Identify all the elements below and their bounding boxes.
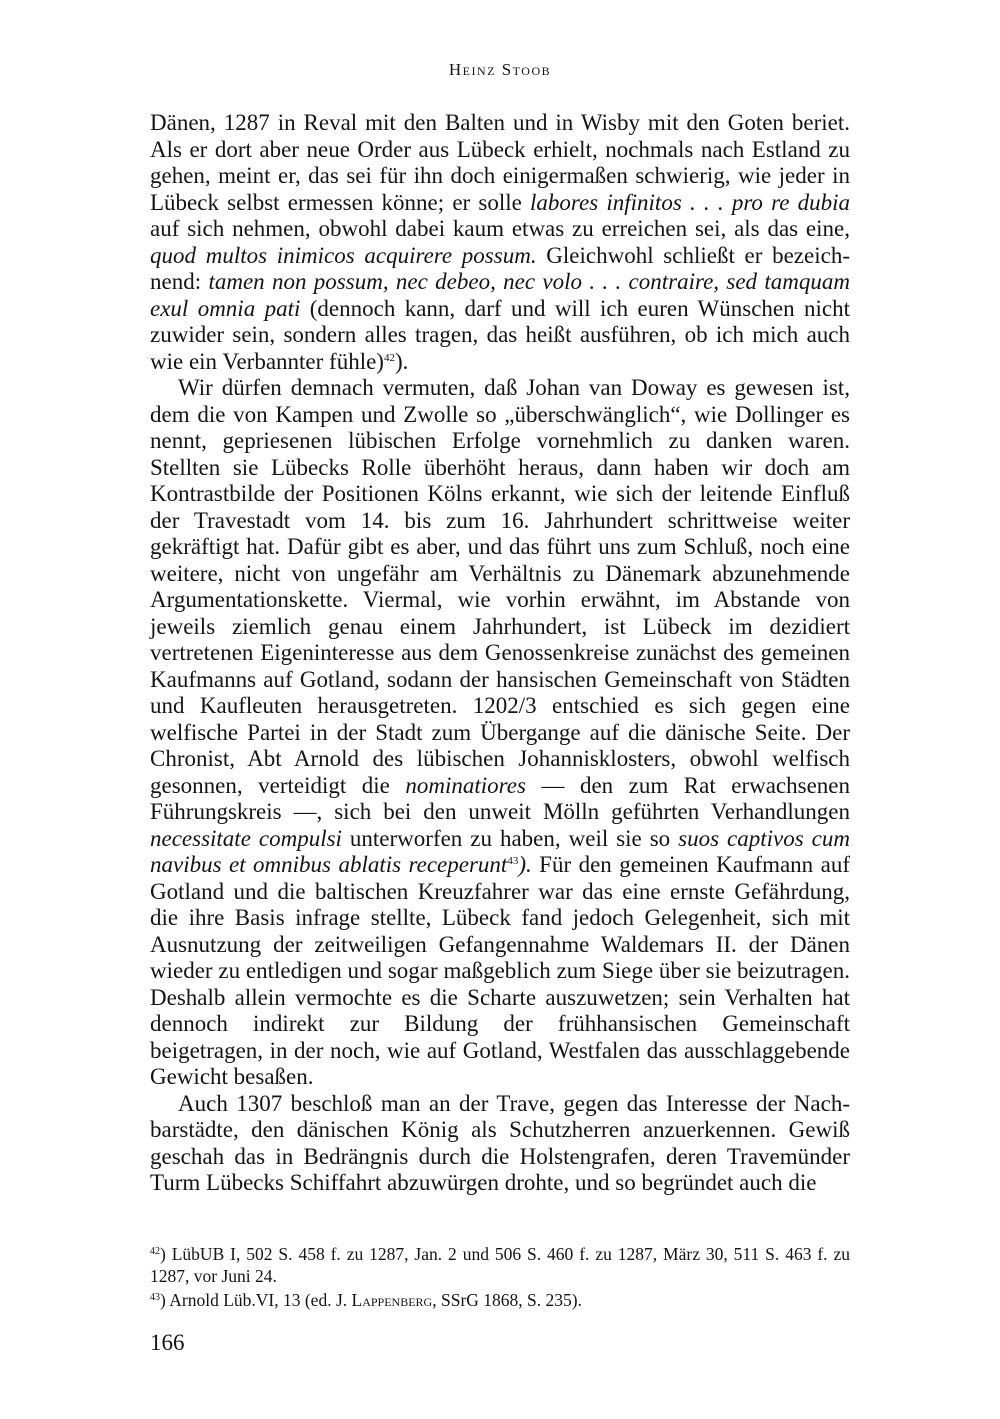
text-run: auf sich nehmen, obwohl dabei kaum etwas zu erreichen sei, als das eine,	[150, 216, 850, 241]
text-run: Auch 1307 beschloß man an der Trave, gegen das Interesse der Nachbarstädte, den dänischen König als Schutzherren anzuerkennen. Gewiß geschah das in Bedrängnis durch die Holstengrafen, deren Travemünder Turm Lübecks Schiffahrt abzuwürgen drohte, und so begründet auch die	[150, 1090, 850, 1195]
text-run: ) LübUB I, 502 S. 458 f. zu 1287, Jan. 2 und 506 S. 460 f. zu 1287, März 30, 511 S. 463 f. zu 1287, vor Juni 24.	[150, 1244, 850, 1286]
text-run: ) Arnold Lüb.VI, 13 (ed. J.	[160, 1290, 352, 1310]
body-text	[150, 110, 850, 1197]
italic-text: quod multos inimicos acquirere possum.	[150, 242, 537, 268]
footnote-ref: 43	[150, 1292, 160, 1303]
footnotes	[150, 1243, 850, 1313]
footnote-ref: 42	[150, 1246, 160, 1257]
text-run: — den zum Rat erwachsenen Führungskreis —, sich bei den unweit Mölln geführten Verhandlungen	[150, 772, 850, 824]
text-run: unterworfen zu haben, weil sie so	[341, 825, 679, 851]
footnote	[150, 1289, 850, 1311]
italic-text: ).	[518, 852, 532, 877]
footnote-ref: 43	[507, 855, 519, 867]
italic-text: nominatiores	[405, 772, 526, 798]
paragraph	[150, 1091, 850, 1197]
text-run: Gleichwohl schließt er bezeichnend:	[150, 242, 850, 294]
text-run: ).	[394, 348, 409, 374]
text-run: Dänen, 1287 in Reval mit den Balten und in Wisby mit den Goten beriet. Als er dort aber neue Order aus Lübeck erhielt, nochmals nach Estland zu gehen, meint er, das sei für ihn doch einigermaßen schwierig, wie jeder in Lübeck selbst ermessen könne; er solle	[150, 110, 850, 215]
italic-text: labores infinitos . . . pro re dubia	[530, 189, 851, 215]
italic-text: suos captivos cum navibus et omnibus ablatis receperunt	[150, 825, 850, 877]
page-number: 166	[150, 1330, 185, 1355]
italic-text: necessitate compulsi	[150, 825, 342, 851]
paragraph	[150, 110, 850, 375]
italic-text: tamen non possum, nec debeo, nec volo . . . contraire, sed tamquam exul omnia pati	[150, 269, 850, 321]
footnote-ref: 42	[383, 351, 395, 364]
text-run: (dennoch kann, darf und will ich euren Wünschen nicht zuwider sein, sondern alles tragen, das heißt ausführen, ob ich mich auch wie ein Verbannter fühle)	[150, 295, 850, 374]
text-run: Für den gemeinen Kaufmann auf Gotland und die baltischen Kreuzfahrer war das eine ernste Gefährdung, die ihre Basis infrage stellte, Lübeck fand jedoch Gelegenheit, sich mit Ausnutzung der zeitweiligen Gefangennahme Waldemars II. der Dänen wieder zu entledigen und sogar maßgeblich zum Siege über sie beizutragen. Deshalb allein vermochte es die Scharte auszuwetzen; sein Verhalten hat dennoch indirekt zur Bildung der frühhansischen Gemeinschaft beigetragen, in der noch, wie auf Gotland, Westfalen das ausschlaggebende Gewicht besaßen.	[150, 852, 851, 1089]
running-head: Heinz Stoob	[448, 60, 552, 79]
footnote	[150, 1243, 850, 1287]
text-run: , SSrG 1868, S. 235).	[432, 1290, 582, 1310]
text-run: Lappenberg	[351, 1290, 433, 1310]
paragraph	[150, 375, 850, 1091]
text-run: Wir dürfen demnach vermuten, daß Johan van Doway es gewesen ist, dem die von Kampen und Zwolle so „überschwänglich“, wie Dollinger es nennt, gepriesenen lübischen Erfolge vornehmlich zu danken waren. Stellten sie Lübecks Rolle überhöht heraus, dann haben wir doch am Kontrastbilde der Positionen Kölns erkannt, wie sich der leitende Einfluß der Travestadt vom 14. bis zum 16. Jahrhundert schrittweise weiter gekräftigt hat. Dafür gibt es aber, und das führt uns zum Schluß, noch eine weitere, nicht von ungefähr am Verhältnis zu Dänemark abzunehmende Argumentationskette. Viermal, wie vorhin erwähnt, im Abstande von jeweils ziemlich genau einem Jahrhundert, ist Lübeck im dezidiert vertretenen Eigeninteresse aus dem Genossenkreise zunächst des gemeinen Kaufmanns auf Gotland, sodann der hansischen Gemeinschaft von Städten und Kaufleuten herausgetreten. 1202/3 entschied es sich gegen eine welfische Partei in der Stadt zum Übergange auf die dänische Seite. Der Chronist, Abt Arnold des lübischen Johannisklosters, obwohl welfisch gesonnen, verteidigt die	[150, 375, 850, 798]
